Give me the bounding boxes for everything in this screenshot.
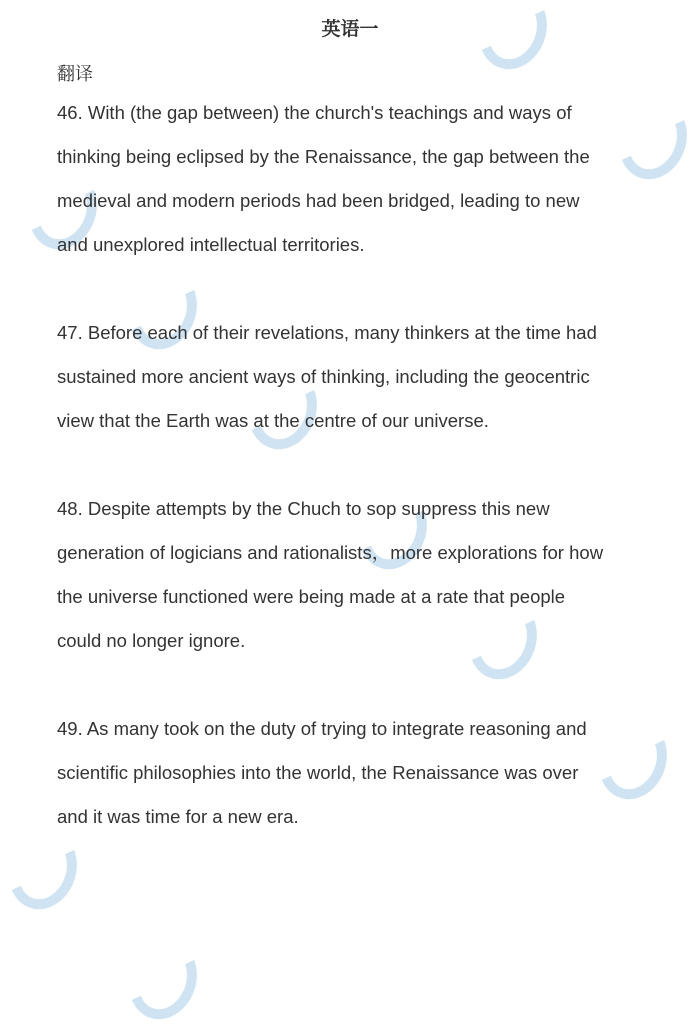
text-line: 46. With (the gap between) the church's teachings and ways of (57, 102, 572, 123)
text-line: generation of logicians and rationalists，more explorations for how (57, 542, 604, 563)
text-line: and unexplored intellectual territories. (57, 234, 365, 255)
watermark-logo-icon (0, 821, 88, 919)
watermark-logo-icon (118, 931, 207, 1029)
text-line: the universe functioned were being made at a rate that people (57, 586, 566, 607)
watermark-logo-icon (608, 91, 697, 189)
text-line: 47. Before each of their revelations, many thinkers at the time had (57, 322, 597, 343)
section-heading: 翻译 (57, 64, 93, 84)
text-line: view that the Earth was at the centre of our universe. (57, 410, 489, 431)
text-line: could no longer ignore. (57, 630, 246, 651)
text-line: scientific philosophies into the world, the Renaissance was over (57, 762, 579, 783)
text-line: medieval and modern periods had been bridged, leading to new (57, 190, 580, 211)
text-line: 48. Despite attempts by the Chuch to sop suppress this new (57, 498, 550, 519)
text-line: sustained more ancient ways of thinking, including the geocentric (57, 366, 590, 387)
text-line: 49. As many took on the duty of trying to integrate reasoning and (57, 718, 587, 739)
text-line: thinking being eclipsed by the Renaissance, the gap between the (57, 146, 590, 167)
page-title: 英语一 (321, 19, 379, 40)
text-line: and it was time for a new era. (57, 806, 299, 827)
watermark-logo-icon (588, 711, 677, 809)
